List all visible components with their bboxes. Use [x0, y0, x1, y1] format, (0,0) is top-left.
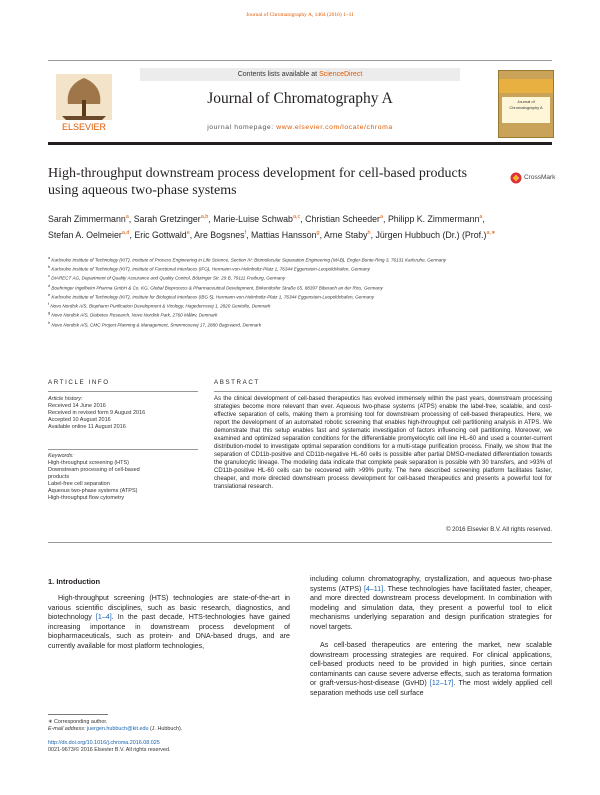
author-name: Sarah Zimmermann — [48, 213, 126, 224]
author-affil-mark[interactable]: a — [479, 214, 483, 220]
author-affil-mark[interactable]: a — [379, 214, 384, 220]
contents-available-banner — [140, 68, 460, 81]
keyword-item: products — [48, 474, 70, 480]
author-affil-mark[interactable]: a,∗ — [486, 229, 496, 236]
affiliation-item: $^c$ DIARECT AG, Department of Quality Assurance and Quality Control, Bötzinger Str. 29 B, 79111 Freiburg, Germany — [48, 274, 286, 281]
sciencedirect-link[interactable]: ScienceDirect — [319, 71, 363, 78]
issn-line: 0021-9673/© 2016 Elsevier B.V. All rights reserved. — [48, 747, 171, 754]
abstract-heading: ABSTRACT — [214, 379, 260, 386]
citation-link[interactable]: [12–17] — [429, 679, 454, 687]
author-affil-mark[interactable]: f — [244, 229, 247, 236]
author-affil-mark[interactable]: h — [367, 229, 371, 236]
article-history — [48, 396, 198, 431]
citation-link[interactable]: [1–4] — [95, 613, 112, 621]
doi-link[interactable]: http://dx.doi.org/10.1016/j.chroma.2016.08.025 — [48, 740, 160, 746]
author-name: Mattias Hansson — [250, 229, 317, 240]
history-item: Accepted 10 August 2016 — [48, 417, 111, 423]
paper-title: High-throughput downstream process development for cell-based products using aqueous two-phase systems — [48, 166, 468, 198]
abstract-copyright: © 2016 Elsevier B.V. All rights reserved. — [446, 527, 552, 533]
keyword-item: Downstream processing of cell-based — [48, 467, 140, 473]
author-affil-mark[interactable]: a — [125, 214, 129, 220]
affiliation-item: $^e$ Karlsruhe Institute of Technology (KIT), Institute for Biological Interfaces (IBG 5), Hermann-von-Helmholtz-Platz 1, 76344 Eggenstein-Leopoldshafen, Germany — [48, 292, 374, 300]
affiliation-item: $^b$ Karlsruhe Institute of Technology (KIT), Institute of Functional Interfaces (IFG), Hermann-von-Helmholtz-Platz 1, 76344 Eggenstein-Leopoldshafen, Germany — [48, 265, 370, 272]
keyword-item: Aqueous two-phase systems (ATPS) — [48, 488, 138, 494]
keywords-label: Keywords: — [48, 453, 74, 459]
author-affil-mark[interactable]: a,b — [200, 214, 209, 220]
article-info-heading: ARTICLE INFO — [48, 379, 110, 386]
elsevier-logo-text: ELSEVIER — [61, 122, 107, 132]
email-note: E-mail address: juergen.hubbuch@kit.edu (J. Hubbuch). — [48, 726, 183, 733]
author-list: Sarah Zimmermann$^a$, Sarah Gretzinger$^{a,b}$, Marie-Luise Schwab$^{a,c}$, Christian Scheeder$^a$, Philipp K. Zimmermann$^a$, Stefan A. Oelmeier$^{a,d}$, Eric Gottwald$^e$, Are Bogsnes$^f$, Mattias Hansson$^g$, Arne Staby$^h$, Jürgen Hubbuch (Dr.) (Prof.)$^{a,∗}$ — [48, 213, 496, 240]
affiliation-item: $^h$ Novo Nordisk A/S, CMC Project Planning & Management, Smørmosevej 17, 2880 Bagsværd, Denmark — [48, 320, 262, 328]
divider — [48, 449, 198, 450]
author-name: Arne Staby — [323, 229, 368, 240]
header-top-rule — [48, 60, 552, 61]
citation-link[interactable]: [4–11] — [363, 584, 384, 593]
history-item: Received 14 June 2016 — [48, 403, 106, 409]
intro-left-paragraph: High-throughput screening (HTS) technologies are state-of-the-art in various scientific disciplines, such as basic research, diagnostics, and biotechnology [1–4]. In the past decade, HTS-technologies have gained increasing importance in downstream process development of biopharmaceuticals, such as protein- and DNA-based drugs, and are currently available for most platform technologies, — [48, 594, 291, 650]
affiliation-item: $^f$ Novo Nordisk A/S, Biopharm Purification Development & Virology, Hagedornsvej 1, 2820 Gentofte, Denmark — [48, 302, 271, 309]
keyword-item: High-throughput screening (HTS) — [48, 460, 130, 466]
author-name: Jürgen Hubbuch (Dr.) (Prof.) — [375, 229, 487, 240]
author-name: Philipp K. Zimmermann — [387, 213, 480, 224]
crossmark-badge[interactable] — [510, 171, 558, 185]
divider — [48, 542, 552, 543]
intro-heading: 1. Introduction — [48, 577, 101, 586]
keyword-item: Label-free cell separation — [48, 481, 110, 487]
doi-block — [48, 740, 170, 754]
divider — [214, 391, 552, 392]
corresponding-author-note: ∗ Corresponding author. — [48, 719, 108, 725]
author-affil-mark[interactable]: a,d — [121, 229, 130, 236]
history-item: Available online 11 August 2016 — [48, 424, 126, 430]
journal-homepage — [140, 124, 460, 131]
affiliation-item: $^g$ Novo Nordisk A/S, Diabetes Research, Novo Nordisk Park, 2760 Måløv, Denmark — [48, 311, 218, 318]
author-name: Marie-Luise Schwab — [213, 213, 293, 224]
journal-citation[interactable]: Journal of Chromatography A, 1464 (2016) 1–11 — [246, 12, 354, 18]
elsevier-logo-icon[interactable] — [48, 70, 120, 134]
footnote — [48, 719, 288, 733]
affiliation-item: $^a$ Karlsruhe Institute of Technology (KIT), Institute of Process Engineering in Life Science, Section IV: Biomolecular Separation Engineering (MAB), Engler-Bunte-Ring 3, 76131 Karlsruhe, Germany — [48, 256, 447, 263]
intro-right-paragraph-2: As cell-based therapeutics are entering the market, new scalable downstream processing strategies are required. For clinical applications, cell-based products need to be provided in high purities, since certain contaminants can cause severe adverse effects, such as teratoma formation or graft-versus-host-disease (GvHD) [12–17]. The most widely applied cell separation methods use cell surface — [310, 641, 552, 697]
contents-prefix: Contents lists available at — [237, 71, 318, 78]
crossmark-label: CrossMark — [524, 174, 556, 181]
homepage-label: journal homepage: — [207, 124, 274, 131]
header-bottom-rule — [48, 142, 552, 145]
divider — [48, 391, 198, 392]
journal-cover-thumbnail — [498, 70, 554, 138]
affiliations — [48, 255, 552, 329]
journal-cover-title: Journal of Chromatography A — [502, 97, 550, 123]
intro-right-paragraph-1: including column chromatography, crystallization, and aqueous two-phase systems (ATPS) [4–11]. These technologies have facilitated faster, cheaper, and more directed downstream process development. In combination with modeling and simulation data, they present a powerful tool to elicit mechanisms underlying separation and design purification strategies for novel targets. — [310, 575, 552, 631]
author-affil-mark[interactable]: e — [186, 229, 190, 236]
abstract-text: As the clinical development of cell-based therapeutics has evolved immensely within the past years, downstream processing strategies become more relevant than ever. Aqueous two-phase systems (ATPS) enable the label-free, scalable, and cost-effective separation of cells, making them a promising tool for downstream processing of cell-based therapeutics. Here, we report the development of an automated robotic screening that enables high-throughput cell partitioning analysis in ATPS. We demonstrate that this setup enables fast and systematic investigation of factors influencing cell partitioning. Moreover, we examined and optimized separation conditions for the differentiable promyelocytic cell line HL-60 and used a counter-current distribution-model to investigate optimal separation conditions for a multi-stage purification process. Finally, we show that the separation of CD11b-positive and CD11b-negative HL-60 cells is possible after partial DMSO-mediated differentiation towards the granulocytic lineage. The modeling data indicate that complete peak separation is possible with 30 transfers, and >93% of CD11b-positive HL-60 cells can be recovered with >99% purity. The here described screening platform facilitates faster, cheaper, and more directed downstream process development for cell-based therapeutics and presents a powerful tool for translational research. — [214, 396, 552, 490]
keyword-item: High-throughput flow cytometry — [48, 495, 125, 501]
history-item: Received in revised form 9 August 2016 — [48, 410, 146, 416]
author-name: Eric Gottwald — [134, 229, 187, 240]
footnote-rule — [48, 714, 108, 715]
history-label: Article history: — [48, 396, 83, 402]
author-name: Stefan A. Oelmeier — [48, 229, 122, 240]
author-name: Are Bogsnes — [194, 229, 245, 240]
journal-title[interactable]: Journal of Chromatography A — [207, 90, 393, 107]
author-name: Sarah Gretzinger — [133, 213, 201, 224]
author-affil-mark[interactable]: g — [316, 229, 320, 236]
homepage-link[interactable]: www.elsevier.com/locate/chroma — [276, 124, 393, 131]
email-link[interactable]: juergen.hubbuch@kit.edu — [86, 726, 149, 733]
keywords — [48, 453, 198, 502]
author-name: Christian Scheeder — [305, 213, 380, 224]
author-affil-mark[interactable]: a,c — [292, 214, 301, 220]
affiliation-item: $^d$ Boehringer Ingelheim Pharma GmbH & Co. KG, Global Bioprocess & Pharmaceutical Development, Birkendorfer Straße 65, 88397 Biberach an der Riss, Germany — [48, 283, 383, 291]
